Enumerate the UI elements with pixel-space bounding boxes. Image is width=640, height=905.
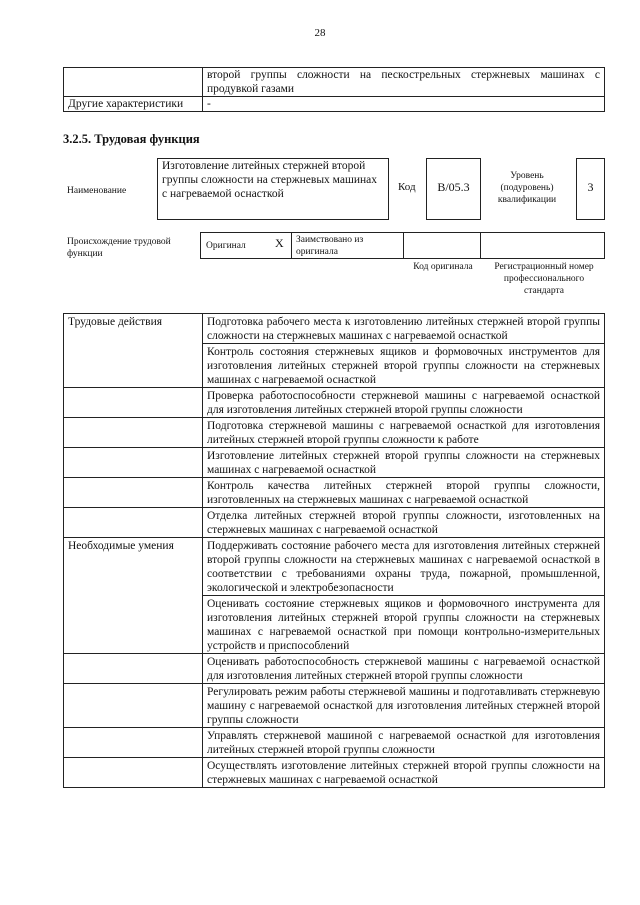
- original-label: Оригинал: [206, 241, 246, 251]
- skill-item: Управлять стержневой машиной с нагреваемой оснасткой для изготовления литейных стержней второй группы сложности: [203, 728, 605, 758]
- group-label-continuation: [64, 344, 203, 388]
- code-value: B/05.3: [437, 180, 470, 194]
- table-row: [64, 344, 605, 388]
- labor-action-item: Контроль состояния стержневых ящиков и формовочных инструментов для изготовления литейных стержней второй группы сложности на стержневых машинах с нагреваемой оснасткой: [203, 344, 605, 388]
- name-label: Наименование: [67, 186, 127, 196]
- section-heading: 3.2.5. Трудовая функция: [63, 132, 200, 146]
- group-label-continuation: [64, 418, 203, 448]
- table-row: [64, 758, 605, 788]
- other-characteristics-value: -: [203, 97, 605, 112]
- function-name-box: [157, 158, 389, 220]
- group-label-continuation: [64, 388, 203, 418]
- skill-item: Поддерживать состояние рабочего места для изготовления литейных стержней второй группы сложности на стержневых машинах с нагреваемой оснасткой в соответствии с требованиями охраны труда, пожарной, промышленной, экологической и электробезопасности: [203, 538, 605, 596]
- table-row: [64, 596, 605, 654]
- function-name-value: Изготовление литейных стержней второй группы сложности на стержневых машинах с нагреваемой оснасткой: [162, 160, 378, 200]
- table-row: [64, 478, 605, 508]
- table-row: [64, 388, 605, 418]
- group-label-continuation: [64, 508, 203, 538]
- origin-label: Происхождение трудовой функции: [67, 237, 171, 259]
- table-row: [64, 448, 605, 478]
- prev-function-table: [63, 67, 605, 112]
- other-characteristics-label: Другие характеристики: [64, 97, 203, 112]
- qualification-level-label: Уровень (подуровень) квалификации: [497, 171, 557, 205]
- group-label-continuation: [64, 758, 203, 788]
- group-label-continuation: [64, 654, 203, 684]
- skills-group: [64, 538, 605, 788]
- skill-item: Регулировать режим работы стержневой машины и подготавливать стержневую машину с нагреваемой оснасткой для изготовления литейных стержней второй группы сложности: [203, 684, 605, 728]
- labor-action-item: Контроль качества литейных стержней второй группы сложности, изготовленных на стержневых машинах с нагреваемой оснасткой: [203, 478, 605, 508]
- group-label-continuation: [64, 728, 203, 758]
- group-label-continuation: [64, 478, 203, 508]
- level-value: 3: [587, 180, 594, 194]
- table-row: [64, 654, 605, 684]
- divider: [403, 232, 404, 259]
- labor-action-item: Подготовка рабочего места к изготовлению литейных стержней второй группы сложности на стержневых машинах с нагреваемой оснасткой: [203, 314, 605, 344]
- table-row: [64, 508, 605, 538]
- skill-item: Осуществлять изготовление литейных стержней второй группы сложности на стержневых машинах с нагреваемой оснасткой: [203, 758, 605, 788]
- labor-action-item: Проверка работоспособности стержневой машины с нагреваемой оснасткой для изготовления литейных стержней второй группы сложности: [203, 388, 605, 418]
- table-row: [64, 684, 605, 728]
- borrowed-label: Заимствовано из оригинала: [296, 235, 364, 257]
- table-row: [64, 418, 605, 448]
- original-mark: X: [275, 236, 284, 250]
- labor-actions-label: Трудовые действия: [64, 314, 203, 344]
- table-row: [64, 728, 605, 758]
- empty-cell: [64, 68, 203, 97]
- registration-number-label: Регистрационный номер профессионального стандарта: [494, 262, 594, 296]
- group-label-continuation: [64, 596, 203, 654]
- page-number: 28: [314, 27, 326, 39]
- table-row: [64, 68, 605, 97]
- skill-item: Оценивать состояние стержневых ящиков и формовочного инструмента для изготовления литейных стержней второй группы сложности на стержневых машинах с нагреваемой оснасткой при помощи контрольно-измерительных устройств и приспособлений: [203, 596, 605, 654]
- divider: [291, 232, 292, 259]
- characteristics-continuation: второй группы сложности на пескострельных стержневых машинах с продувкой газами: [203, 68, 605, 97]
- labor-action-item: Изготовление литейных стержней второй группы сложности на стержневых машинах с нагреваемой оснасткой: [203, 448, 605, 478]
- code-label: Код: [398, 181, 416, 193]
- code-box: [426, 158, 481, 220]
- skill-item: Оценивать работоспособность стержневой машины с нагреваемой оснасткой для изготовления литейных стержней второй группы сложности: [203, 654, 605, 684]
- labor-actions-group: [64, 314, 605, 538]
- skills-label: Необходимые умения: [64, 538, 203, 596]
- labor-action-item: Подготовка стержневой машины с нагреваемой оснасткой для изготовления литейных стержней второй группы сложности к работе: [203, 418, 605, 448]
- table-row: [64, 538, 605, 596]
- table-row: [64, 314, 605, 344]
- code-original-label: Код оригинала: [413, 262, 473, 272]
- level-box: [576, 158, 605, 220]
- group-label-continuation: [64, 684, 203, 728]
- labor-function-table: [63, 313, 605, 788]
- group-label-continuation: [64, 448, 203, 478]
- table-row: [64, 97, 605, 112]
- divider: [480, 232, 481, 259]
- labor-action-item: Отделка литейных стержней второй группы сложности, изготовленных на стержневых машинах с нагреваемой оснасткой: [203, 508, 605, 538]
